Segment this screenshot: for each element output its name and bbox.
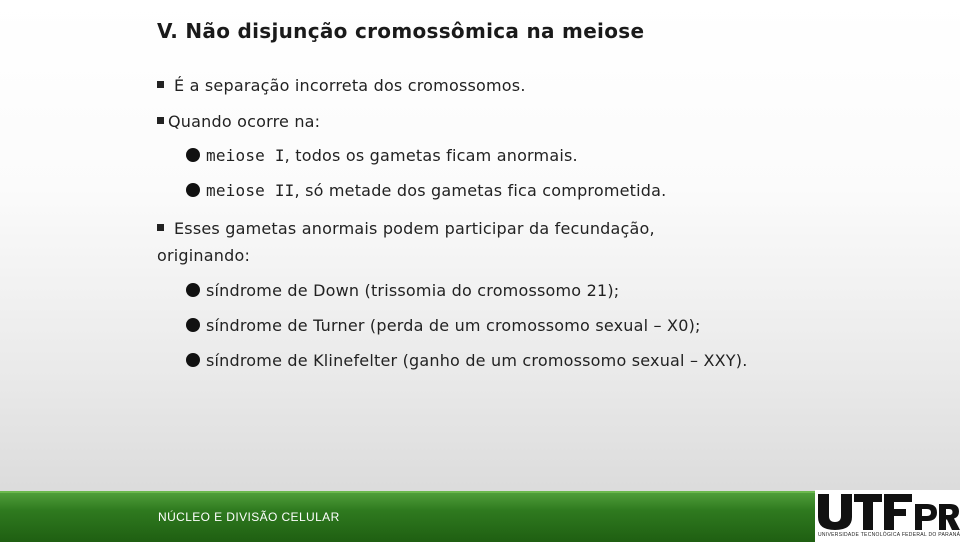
utfpr-logo <box>815 490 960 540</box>
square-bullet-icon <box>157 117 164 124</box>
round-bullet-icon <box>186 148 200 162</box>
bullet-text: , todos os gametas ficam anormais. <box>284 146 578 165</box>
sub-bullet-item <box>186 351 748 370</box>
utfpr-logo-mark <box>815 490 960 532</box>
footer-title: NÚCLEO E DIVISÃO CELULAR <box>158 510 340 524</box>
sub-bullet-item <box>186 316 701 335</box>
bullet-emphasis: meiose I <box>206 146 285 165</box>
bullet-text: síndrome de Turner (perda de um cromossomo sexual – X0); <box>206 316 701 335</box>
sub-bullet-item <box>186 146 578 165</box>
bullet-item <box>157 112 320 131</box>
bullet-item <box>157 219 655 238</box>
logo-subtitle: UNIVERSIDADE TECNOLÓGICA FEDERAL DO PARANÁ <box>818 532 960 538</box>
square-bullet-icon <box>157 81 164 88</box>
slide-title: V. Não disjunção cromossômica na meiose <box>157 19 645 43</box>
sub-bullet-item <box>186 281 619 300</box>
footer-bar <box>0 491 815 542</box>
round-bullet-icon <box>186 353 200 367</box>
bullet-emphasis: meiose II <box>206 181 295 200</box>
bullet-text: É a separação incorreta dos cromossomos. <box>174 76 526 95</box>
bullet-text: síndrome de Down (trissomia do cromossomo 21); <box>206 281 620 300</box>
bullet-text: , só metade dos gametas fica comprometida. <box>294 181 667 200</box>
bullet-continuation: originando: <box>157 246 251 265</box>
bullet-text: síndrome de Klinefelter (ganho de um cromossomo sexual – XXY). <box>206 351 748 370</box>
bullet-item <box>157 76 526 95</box>
bullet-text: Quando ocorre na: <box>168 112 321 131</box>
sub-bullet-item <box>186 181 666 200</box>
round-bullet-icon <box>186 183 200 197</box>
bullet-text: Esses gametas anormais podem participar da fecundação, <box>174 219 655 238</box>
round-bullet-icon <box>186 283 200 297</box>
round-bullet-icon <box>186 318 200 332</box>
square-bullet-icon <box>157 224 164 231</box>
